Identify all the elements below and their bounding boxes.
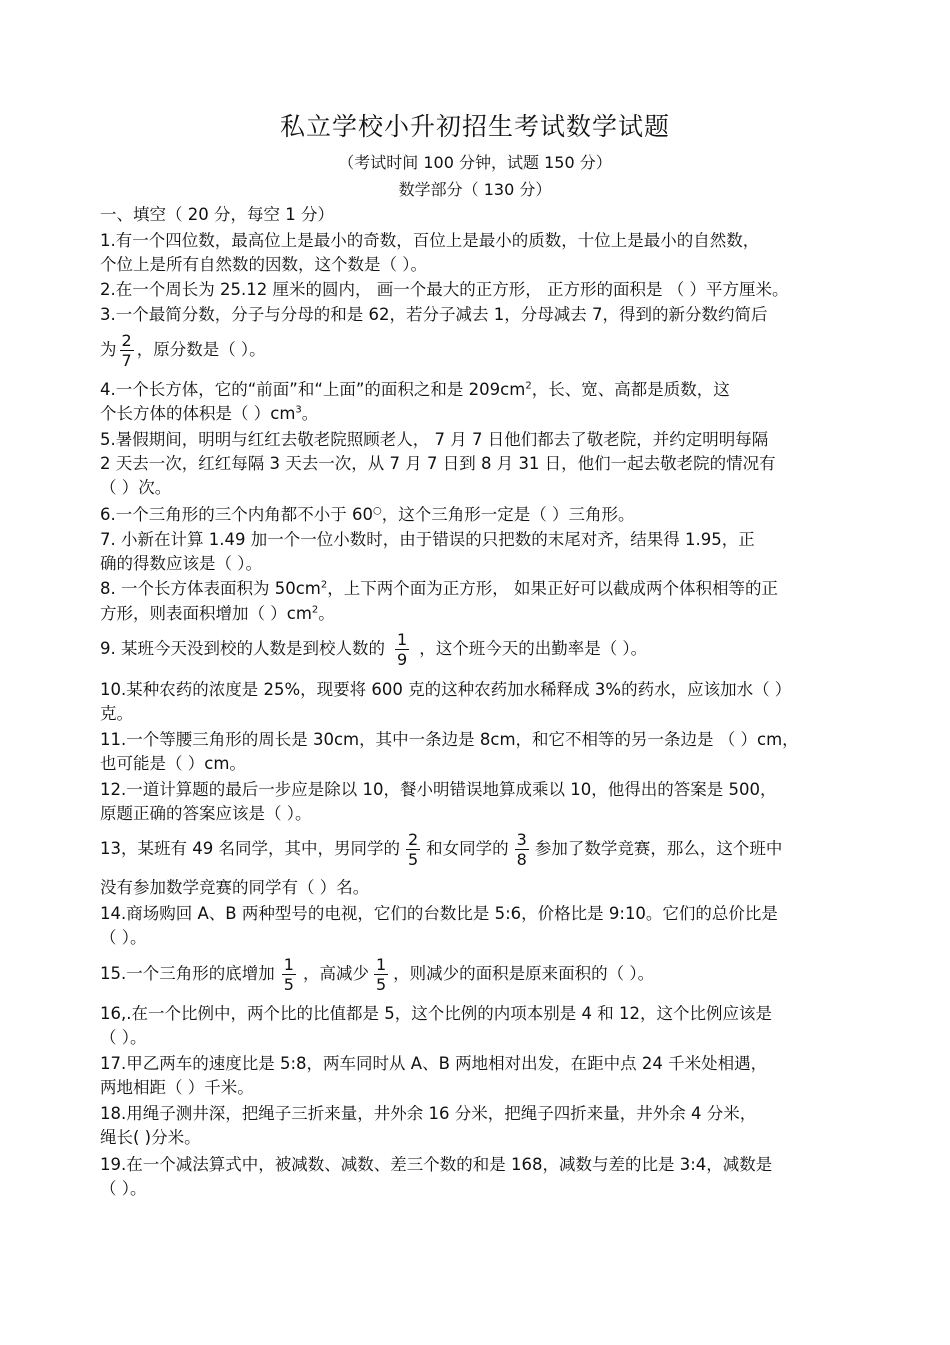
question-3-line-1: 3.一个最简分数，分子与分母的和是 62，若分子减去 1，分母减去 7，得到的新分数约简后 [100, 305, 768, 324]
question-8-line-1 [100, 579, 778, 599]
q13-text: 参加了数学竞赛，那么，这个班中 [534, 839, 783, 858]
q15-text: 15.一个三角形的底增加 [100, 964, 275, 983]
question-19-line-2: （ ）。 [100, 1179, 147, 1198]
question-13-line-1 [100, 830, 782, 869]
question-12-line-1: 12.一道计算题的最后一步应是除以 10，餐小明错误地算成乘以 10，他得出的答案是 500， [100, 780, 777, 799]
q13-text: 13，某班有 49 名同学，其中，男同学的 [100, 839, 400, 858]
q8-text: 8. 一个长方体表面积为 50cm [100, 579, 321, 598]
question-13-line-2: 没有参加数学竞赛的同学有（ ）名。 [100, 878, 370, 897]
denominator: 7 [121, 351, 132, 370]
question-17-line-1: 17.甲乙两车的速度比是 5:8，两车同时从 A、B 两地相对出发，在距中点 24 千米处相遇， [100, 1054, 768, 1073]
question-2: 2.在一个周长为 25.12 厘米的圆内， 画一个最大的正方形， 正方形的面积是 （ ）平方厘米。 [100, 280, 789, 299]
question-9 [100, 630, 647, 669]
question-10-line-1: 10.某种农药的浓度是 25%，现要将 600 克的这种农药加水稀释成 3%的药水，应该加水（ ） [100, 680, 792, 699]
q15-text: ，则减少的面积是原来面积的（ ）。 [393, 964, 655, 983]
question-4-line-2 [100, 404, 318, 424]
question-5-line-1: 5.暑假期间，明明与红红去敬老院照顾老人， 7 月 7 日他们都去了敬老院，并约定明明每隔 [100, 430, 769, 449]
fraction [406, 830, 420, 869]
denominator: 5 [375, 975, 387, 994]
question-11-line-2: 也可能是（ ）cm。 [100, 754, 246, 773]
fraction [515, 830, 529, 869]
question-10-line-2: 克。 [100, 704, 133, 723]
question-11-line-1: 11.一个等腰三角形的周长是 30cm，其中一条边是 8cm，和它不相等的另一条边是 （ ）cm， [100, 730, 799, 749]
degree-mark: ○ [372, 505, 382, 517]
question-5-line-3: （ ）次。 [100, 478, 172, 497]
denominator: 8 [516, 850, 527, 869]
numerator: 3 [516, 830, 527, 849]
question-7-line-1: 7. 小新在计算 1.49 加一个一位小数时，由于错误的只把数的末尾对齐，结果得 1.95，正 [100, 530, 755, 549]
q8-text: 。 [318, 604, 335, 623]
q9-text: ，这个班今天的出勤率是（ ）。 [419, 639, 648, 658]
q8-text: ，上下两个面为正方形， 如果正好可以截成两个体积相等的正 [327, 579, 778, 598]
superscript: 2 [311, 604, 319, 616]
fraction [374, 955, 388, 994]
question-8-line-2 [100, 604, 335, 624]
question-14-line-1: 14.商场购回 A、B 两种型号的电视，它们的台数比是 5:6，价格比是 9:10。它们的总价比是 [100, 904, 778, 923]
denominator: 5 [407, 850, 419, 869]
q4-text: 4.一个长方体，它的“前面”和“上面”的面积之和是 209cm [100, 380, 526, 399]
q4-text: 个长方体的体积是（ ）cm [100, 404, 296, 423]
q4-text: 。 [301, 404, 319, 423]
question-1-line-1: 1.有一个四位数，最高位上是最小的奇数，百位上是最小的质数，十位上是最小的自然数， [100, 231, 760, 250]
denominator: 5 [283, 975, 294, 994]
question-7-line-2: 确的得数应该是（ ）。 [100, 554, 262, 573]
q8-text: 方形，则表面积增加（ ）cm [100, 604, 312, 623]
question-18-line-1: 18.用绳子测井深，把绳子三折来量，井外余 16 分米，把绳子四折来量，井外余 4 分米， [100, 1104, 757, 1123]
fraction [395, 630, 409, 669]
fraction [120, 331, 134, 370]
q3-prefix: 为 [100, 340, 117, 359]
superscript: 3 [295, 404, 302, 416]
q6-text: 6.一个三角形的三个内角都不小于 60 [100, 505, 373, 524]
numerator: 2 [121, 331, 132, 350]
section-heading: 一、填空（ 20 分，每空 1 分） [100, 205, 334, 224]
numerator: 1 [375, 955, 387, 974]
question-5-line-2: 2 天去一次，红红每隔 3 天去一次，从 7 月 7 日到 8 月 31 日，他们一起去敬老院的情况有 [100, 454, 776, 473]
part-heading: 数学部分（ 130 分） [398, 180, 552, 199]
exam-info: （考试时间 100 分钟，试题 150 分） [338, 153, 612, 172]
fraction [282, 955, 296, 994]
question-17-line-2: 两地相距（ ）千米。 [100, 1078, 254, 1097]
q13-text: 和女同学的 [426, 839, 509, 858]
q6-text: ，这个三角形一定是（ ）三角形。 [381, 505, 635, 524]
q9-text: 9. 某班今天没到校的人数是到校人数的 [100, 639, 385, 658]
numerator: 1 [397, 630, 408, 649]
q4-text: ，长、宽、高都是质数，这 [531, 380, 730, 399]
question-4-line-1 [100, 380, 730, 400]
question-3-line-2 [100, 331, 266, 370]
question-12-line-2: 原题正确的答案应该是（ ）。 [100, 804, 312, 823]
superscript: 2 [525, 380, 532, 392]
denominator: 9 [397, 650, 408, 669]
numerator: 1 [283, 955, 294, 974]
question-19-line-1: 19.在一个减法算式中，被减数、减数、差三个数的和是 168，减数与差的比是 3:4，减数是 [100, 1155, 773, 1174]
question-14-line-2: （ ）。 [100, 928, 147, 947]
question-1-line-2: 个位上是所有自然数的因数，这个数是（ ）。 [100, 255, 427, 274]
question-15 [100, 955, 654, 994]
question-6 [100, 505, 634, 525]
question-16-line-2: （ ）。 [100, 1028, 147, 1047]
superscript: 2 [320, 579, 328, 591]
q3-suffix: ，原分数是（ ）。 [136, 340, 266, 359]
question-16-line-1: 16,.在一个比例中，两个比的比值都是 5，这个比例的内项本别是 4 和 12，这个比例应该是 [100, 1004, 772, 1023]
q15-text: ，高减少 [302, 964, 369, 983]
numerator: 2 [407, 830, 419, 849]
page-title: 私立学校小升初招生考试数学试题 [279, 112, 670, 141]
question-18-line-2: 绳长( )分米。 [100, 1128, 201, 1147]
